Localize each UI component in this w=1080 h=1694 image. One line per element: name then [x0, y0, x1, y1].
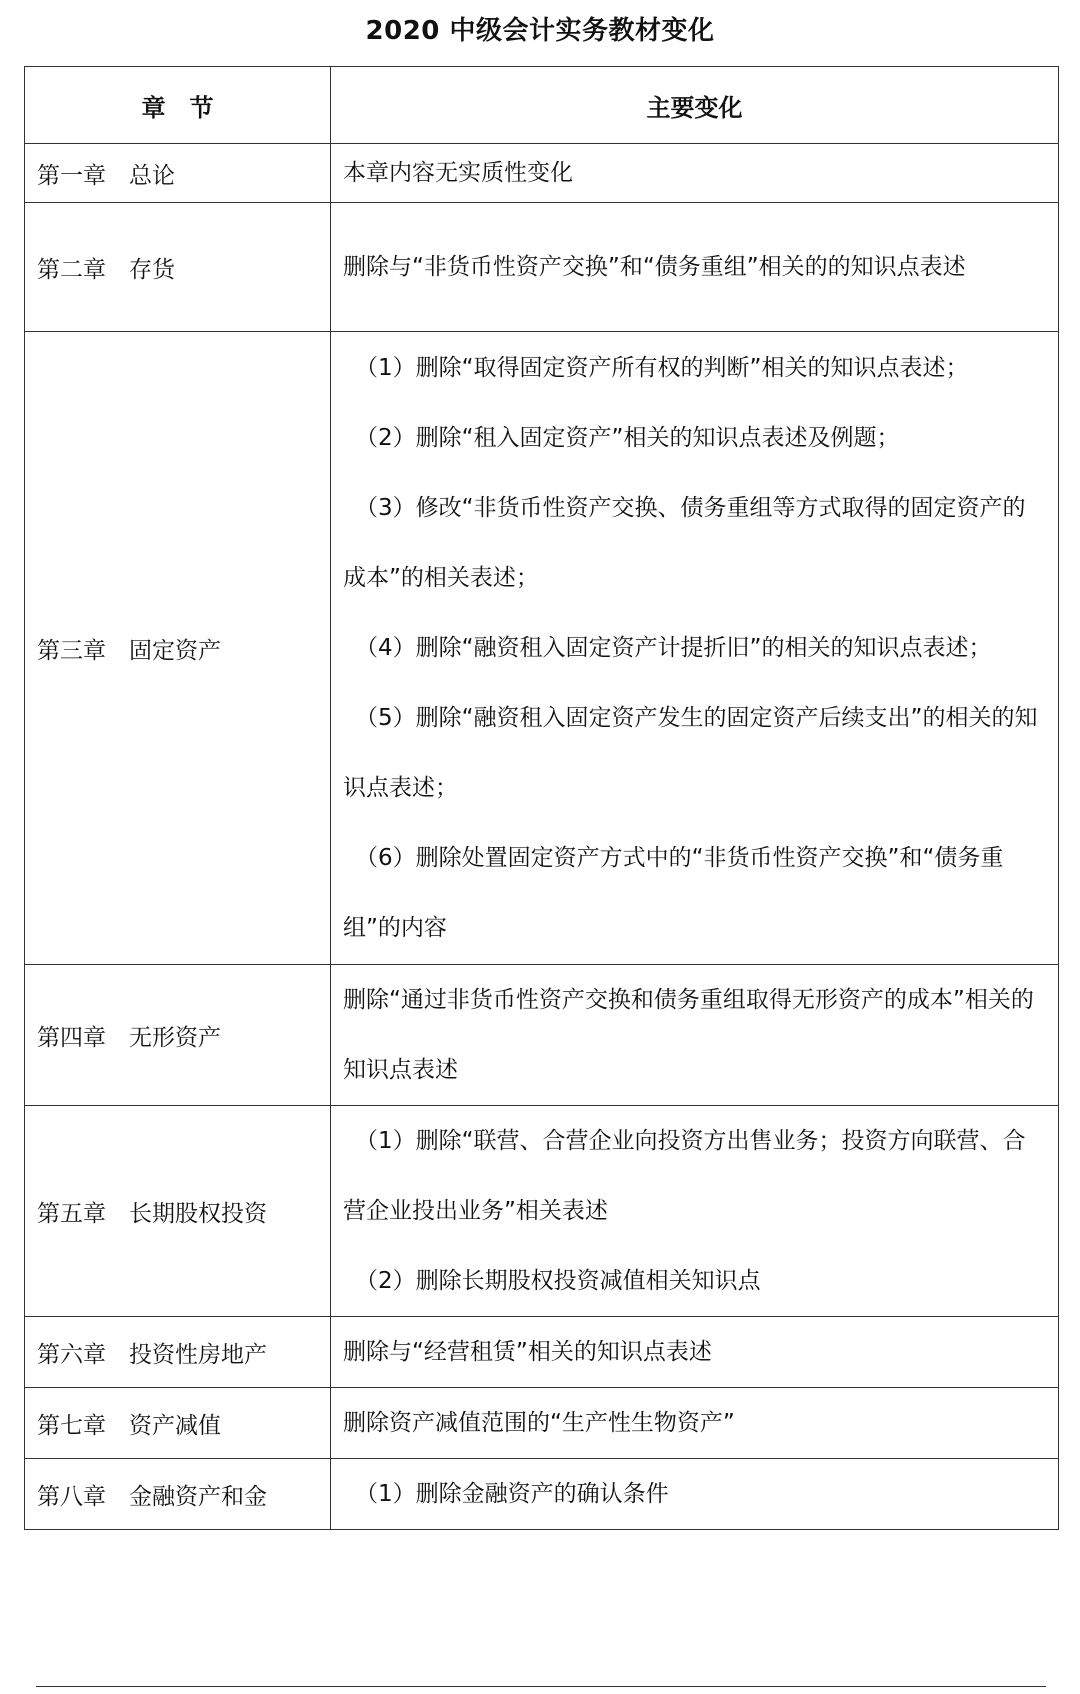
change-item: （5）删除“融资租入固定资产发生的固定资产后续支出”的相关的知识点表述； [343, 705, 1038, 801]
change-item: （2）删除长期股权投资减值相关知识点 [355, 1268, 761, 1294]
change-item: （1）删除“联营、合营企业向投资方出售业务；投资方向联营、合营企业投出业务”相关表述 [343, 1128, 1026, 1224]
table-row [25, 1459, 1059, 1530]
table-header-row [25, 67, 1059, 144]
chapter-cell: 第三章 固定资产 [25, 332, 331, 965]
changes-cell [331, 203, 1059, 332]
chapter-cell: 第五章 长期股权投资 [25, 1106, 331, 1317]
changes-cell [331, 1317, 1059, 1388]
table-row [25, 144, 1059, 203]
chapter-cell: 第七章 资产减值 [25, 1388, 331, 1459]
change-item: （3）修改“非货币性资产交换、债务重组等方式取得的固定资产的成本”的相关表述； [343, 495, 1026, 591]
change-item: （1）删除金融资产的确认条件 [355, 1481, 669, 1507]
changes-table [24, 66, 1059, 1530]
table-row [25, 1317, 1059, 1388]
change-item: 本章内容无实质性变化 [343, 160, 573, 186]
change-item: （1）删除“取得固定资产所有权的判断”相关的知识点表述； [355, 355, 969, 381]
header-main-changes: 主要变化 [331, 67, 1059, 144]
header-chapter: 章 节 [25, 67, 331, 144]
change-item: （2）删除“租入固定资产”相关的知识点表述及例题； [355, 425, 900, 451]
change-item: 删除资产减值范围的“生产性生物资产” [343, 1410, 735, 1436]
change-item: （4）删除“融资租入固定资产计提折旧”的相关的知识点表述； [355, 635, 992, 661]
changes-cell [331, 1459, 1059, 1530]
document-title: 2020 中级会计实务教材变化 [365, 16, 715, 46]
change-item: 删除与“非货币性资产交换”和“债务重组”相关的的知识点表述 [343, 254, 966, 280]
changes-cell [331, 965, 1059, 1106]
chapter-cell: 第二章 存货 [25, 203, 331, 332]
table-row [25, 203, 1059, 332]
table-row [25, 965, 1059, 1106]
changes-cell [331, 1106, 1059, 1317]
changes-cell [331, 144, 1059, 203]
table-row [25, 332, 1059, 965]
chapter-cell: 第八章 金融资产和金 [25, 1459, 331, 1530]
chapter-cell: 第六章 投资性房地产 [25, 1317, 331, 1388]
changes-cell [331, 1388, 1059, 1459]
bottom-rule [36, 1686, 1046, 1687]
change-item: 删除“通过非货币性资产交换和债务重组取得无形资产的成本”相关的知识点表述 [343, 987, 1034, 1083]
changes-cell [331, 332, 1059, 965]
change-item: （6）删除处置固定资产方式中的“非货币性资产交换”和“债务重组”的内容 [343, 845, 1004, 941]
chapter-cell: 第四章 无形资产 [25, 965, 331, 1106]
chapter-cell: 第一章 总论 [25, 144, 331, 203]
table-row [25, 1106, 1059, 1317]
change-item: 删除与“经营租赁”相关的知识点表述 [343, 1339, 712, 1365]
table-row [25, 1388, 1059, 1459]
